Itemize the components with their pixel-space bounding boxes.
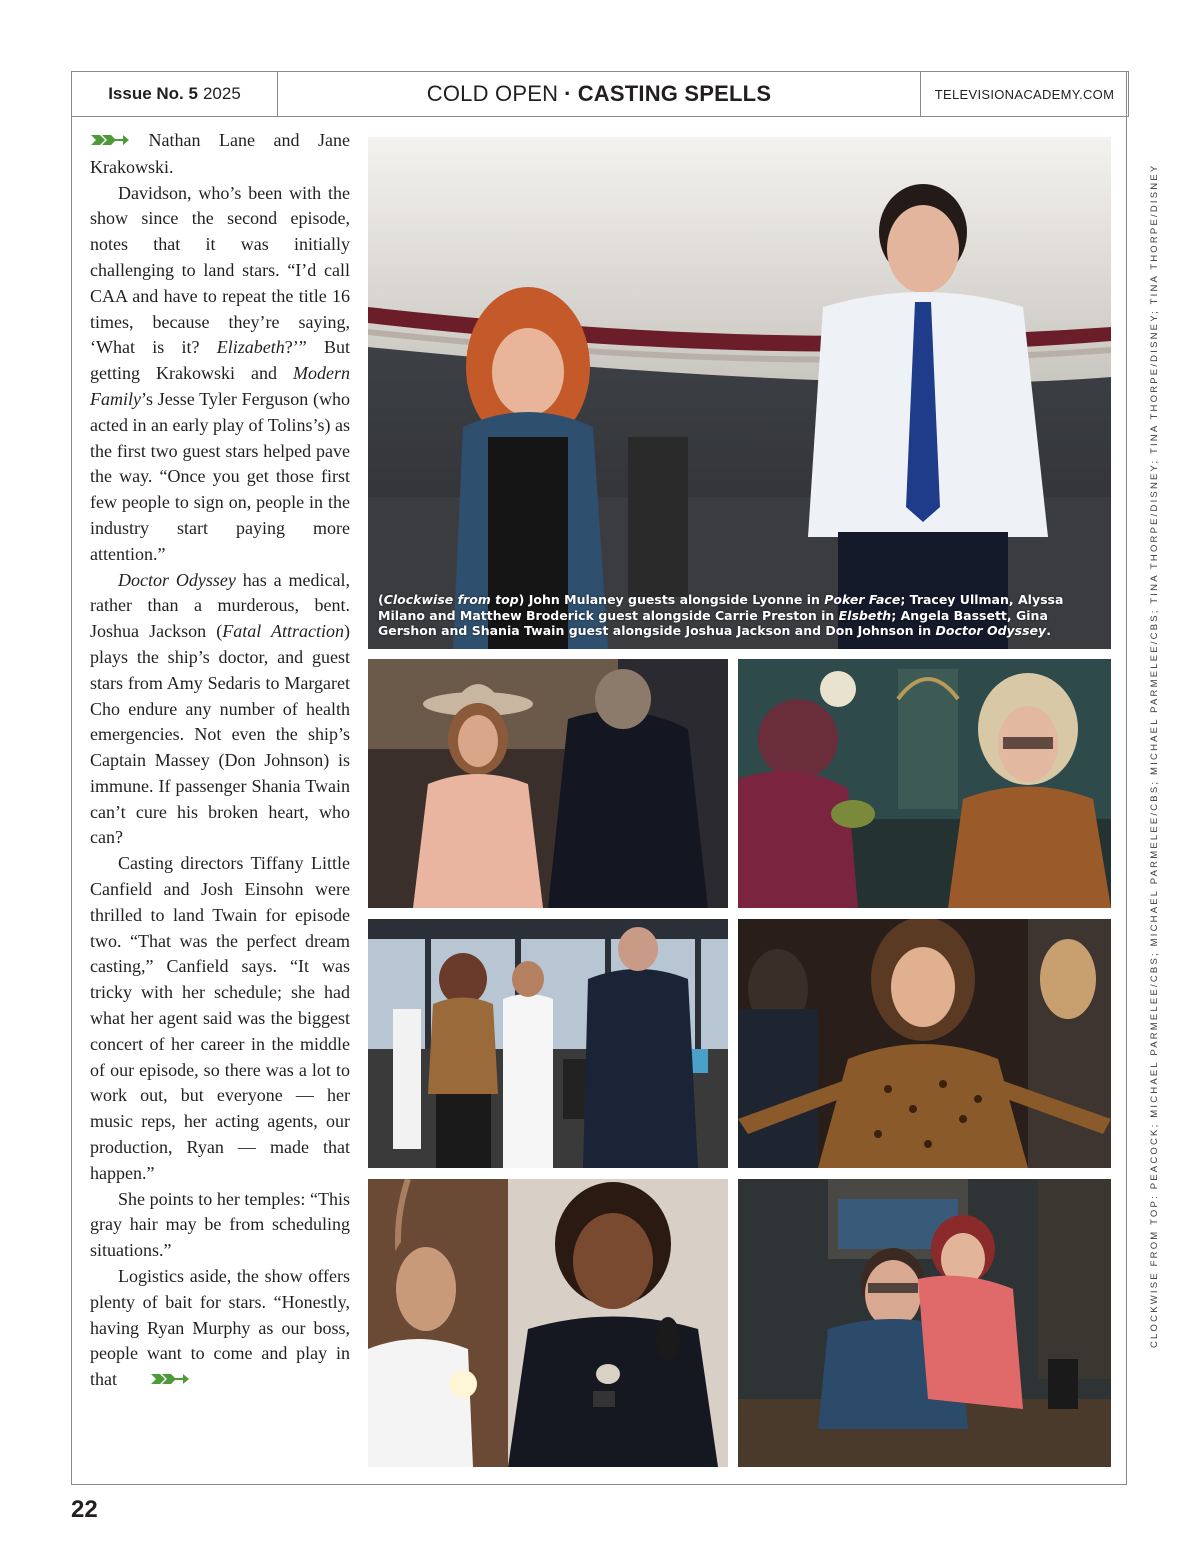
issue-year: 2025 — [202, 84, 241, 103]
paragraph: Davidson, who’s been with the show since the second episode, notes that it was initially challenging to land stars. “I’d call CAA and have to repeat the title 16 times, because they’re saying, ‘What is it? Elizabeth?’” But getting Krakowski and Modern Family’s Jesse Tyler Ferguson (who acted in an early play of Tolins’s) as the first two guest stars helped pave the way. “Once you get those first few people to sign on, people in the industry start paying more attention.” — [90, 182, 350, 564]
paragraph: She points to her temples: “This gray hair may be from scheduling situations.” — [90, 1188, 350, 1261]
issue-label — [72, 72, 278, 116]
paragraph — [90, 128, 350, 181]
section-title — [278, 72, 921, 116]
continued-arrow-icon — [122, 1368, 190, 1394]
paragraph: Logistics aside, the show offers plenty of bait for stars. “Honestly, having Ryan Murphy as our boss, people want to come and play in that — [90, 1264, 350, 1394]
continued-from-arrow-icon — [90, 129, 130, 155]
photo-tracey-ullman — [738, 659, 1111, 908]
article-title: CASTING SPELLS — [577, 81, 772, 106]
title-separator: · — [564, 81, 572, 106]
section-name: COLD OPEN — [426, 81, 559, 106]
article-body — [90, 128, 350, 1394]
photo-broderick-preston — [738, 1179, 1111, 1467]
paragraph: Doctor Odyssey has a medical, rather than a murderous, bent. Joshua Jackson (Fatal Attraction) plays the ship’s doctor, and guest stars from Amy Sedaris to Margaret Cho endure any number of health emergencies. Not even the ship’s Captain Massey (Don Johnson) is immune. If passenger Shania Twain can’t cure his broken heart, who can? — [90, 569, 350, 848]
site-url[interactable]: TELEVISIONACADEMY.COM — [934, 86, 1115, 102]
photo-alyssa-milano — [738, 919, 1111, 1168]
photo-poker-face — [368, 137, 1111, 649]
page-header — [71, 71, 1129, 117]
photo-shania-twain-hat — [368, 659, 728, 908]
photo-credit: CLOCKWISE FROM TOP: PEACOCK; MICHAEL PARMELEE/CBS; MICHAEL PARMELEE/CBS; MICHAEL PARMELEE/CBS; TINA THORPE/DISNEY; TINA THORPE/DISNEY; TINA THORPE/DISNEY — [1149, 163, 1160, 1348]
lead-in-text: Nathan Lane and Jane Krakowski. — [90, 130, 350, 177]
photo-ship-bridge — [368, 919, 728, 1168]
photo-caption: (Clockwise from top) John Mulaney guests alongside Lyonne in Poker Face; Tracey Ullman, Alyssa Milano and Matthew Broderick guest alongside Carrie Preston in Elsbeth; Angela Bassett, Gina Gershon and Shania Twain guest alongside Joshua Jackson and Don Johnson in Doctor Odyssey. — [378, 592, 1064, 639]
issue-number: Issue No. 5 — [108, 84, 198, 103]
photo-angela-bassett — [368, 1179, 728, 1467]
page-number: 22 — [71, 1496, 98, 1523]
paragraph: Casting directors Tiffany Little Canfield and Josh Einsohn were thrilled to land Twain for episode two. “That was the perfect dream casting,” Canfield says. “It was tricky with her schedule; she had what her agent said was the biggest concert of her career in the middle of our episode, so there was a lot to work out, but everyone — her music reps, her acting agents, our production, Ryan — made that happen.” — [90, 853, 350, 1183]
